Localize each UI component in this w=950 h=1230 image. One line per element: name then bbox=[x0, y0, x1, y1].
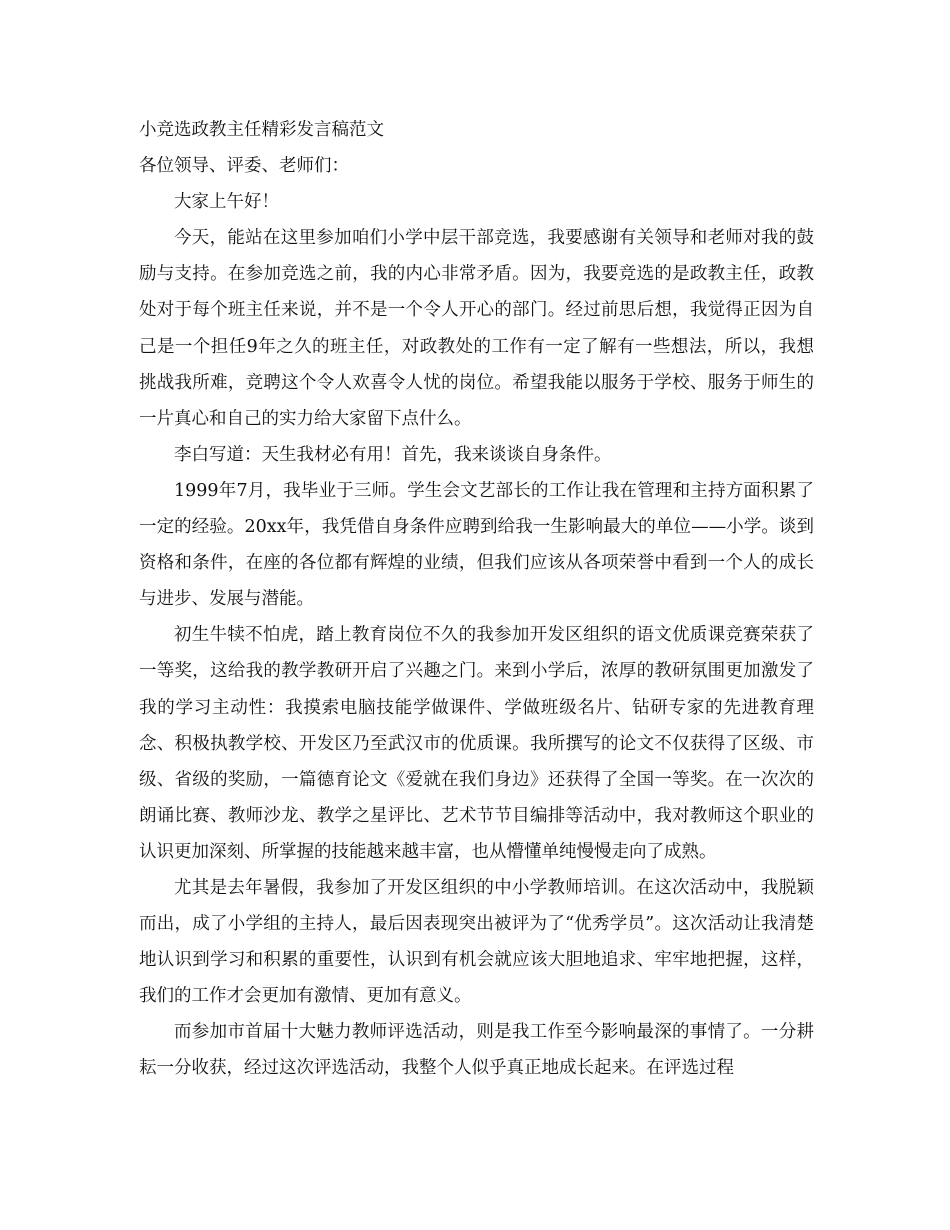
document-body bbox=[139, 112, 814, 1087]
paragraph-4: 初生牛犊不怕虎，踏上教育岗位不久的我参加开发区组织的语文优质课竞赛荣获了一等奖，这给我的教学教研开启了兴趣之门。来到小学后，浓厚的教研氛围更加激发了我的学习主动性：我摸索电脑技能学做课件、学做班级名片、钻研专家的先进教育理念、积极执教学校、开发区乃至武汉市的优质课。我所撰写的论文不仅获得了区级、市级、省级的奖励，一篇德育论文《爱就在我们身边》还获得了全国一等奖。在一次次的朗诵比赛、教师沙龙、教学之星评比、艺术节节目编排等活动中，我对教师这个职业的认识更加深刻、所掌握的技能越来越丰富，也从懵懂单纯慢慢走向了成熟。 bbox=[139, 625, 814, 862]
paragraph-2: 李白写道：天生我材必有用！首先，我来谈谈自身条件。 bbox=[174, 444, 612, 465]
document-title: 小竞选政教主任精彩发言稿范文 bbox=[139, 120, 384, 140]
paragraph-6: 而参加市首届十大魅力教师评选活动，则是我工作至今影响最深的事情了。一分耕耘一分收获，经过这次评选活动，我整个人似乎真正地成长起来。在评选过程 bbox=[139, 1022, 814, 1079]
greeting: 大家上午好！ bbox=[174, 192, 279, 213]
paragraph-1: 今天，能站在这里参加咱们小学中层干部竞选，我要感谢有关领导和老师对我的鼓励与支持。在参加竞选之前，我的内心非常矛盾。因为，我要竞选的是政教主任，政教处对于每个班主任来说，并不是一个令人开心的部门。经过前思后想，我觉得正因为自己是一个担任9年之久的班主任，对政教处的工作有一定了解有一些想法，所以，我想挑战我所难，竞聘这个令人欢喜令人忧的岗位。希望我能以服务于学校、服务于师生的一片真心和自己的实力给大家留下点什么。 bbox=[139, 228, 814, 429]
salutation: 各位领导、评委、老师们： bbox=[139, 156, 349, 177]
paragraph-5: 尤其是去年暑假，我参加了开发区组织的中小学教师培训。在这次活动中，我脱颖而出，成了小学组的主持人，最后因表现突出被评为了“优秀学员”。这次活动让我清楚地认识到学习和积累的重要性，认识到有机会就应该大胆地追求、牢牢地把握，这样，我们的工作才会更加有激情、更加有意义。 bbox=[139, 877, 814, 1007]
paragraph-3: 1999年7月，我毕业于三师。学生会文艺部长的工作让我在管理和主持方面积累了一定的经验。20xx年，我凭借自身条件应聘到给我一生影响最大的单位——小学。谈到资格和条件，在座的各位都有辉煌的业绩，但我们应该从各项荣誉中看到一个人的成长与进步、发展与潜能。 bbox=[139, 480, 814, 610]
